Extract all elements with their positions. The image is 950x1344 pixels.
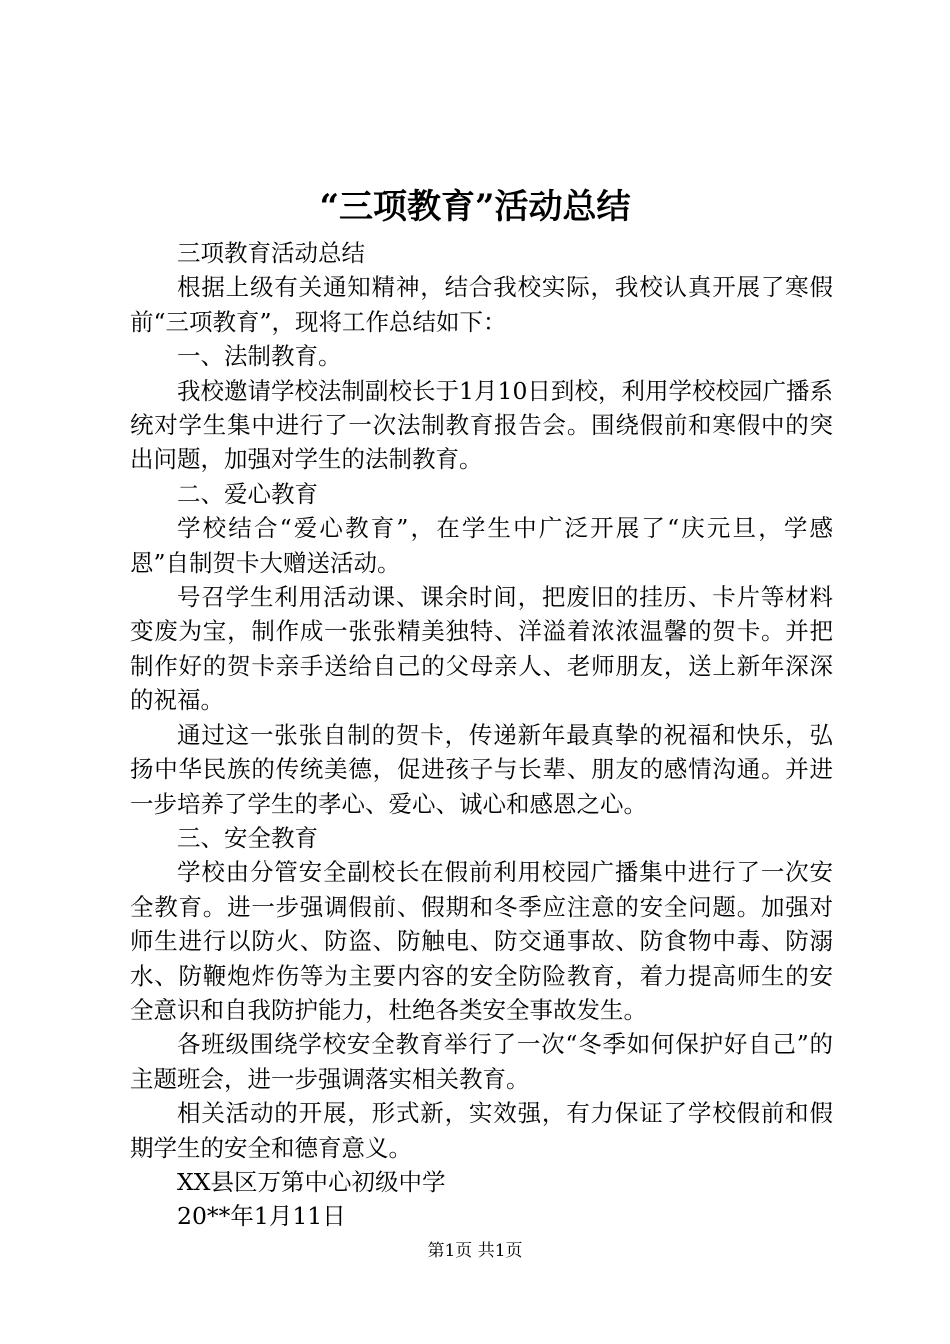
- paragraph-love-education-3: 通过这一张张自制的贺卡，传递新年最真挚的祝福和快乐，弘扬中华民族的传统美德，促进孩子与长辈、朋友的感情沟通。并进一步培养了学生的孝心、爱心、诚心和感恩之心。: [130, 720, 833, 818]
- paragraph-intro: 根据上级有关通知精神，结合我校实际，我校认真开展了寒假前“三项教育”，现将工作总结如下：: [130, 273, 833, 336]
- signature-school: XX县区万第中心初级中学: [177, 1167, 446, 1196]
- signature-date: 20**年1月11日: [177, 1202, 346, 1231]
- page-footer: 第1页 共1页: [427, 1241, 523, 1261]
- paragraph-love-education-2: 号召学生利用活动课、课余时间，把废旧的挂历、卡片等材料变废为宝，制作成一张张精美独特、洋溢着浓浓温馨的贺卡。并把制作好的贺卡亲手送给自己的父母亲人、老师朋友，送上新年深深的祝福。: [130, 583, 833, 715]
- paragraph-love-education-1: 学校结合“爱心教育”，在学生中广泛开展了“庆元旦，学感恩”自制贺卡大赠送活动。: [130, 514, 833, 577]
- section-heading-legal-education: 一、法制教育。: [177, 342, 342, 371]
- section-heading-safety-education: 三、安全教育: [177, 823, 318, 852]
- paragraph-conclusion: 相关活动的开展，形式新，实效强，有力保证了学校假前和假期学生的安全和德育意义。: [130, 1099, 833, 1162]
- paragraph-legal-education: 我校邀请学校法制副校长于1月10日到校，利用学校校园广播系统对学生集中进行了一次法制教育报告会。围绕假前和寒假中的突出问题，加强对学生的法制教育。: [130, 376, 833, 474]
- paragraph-safety-education-2: 各班级围绕学校安全教育举行了一次“冬季如何保护好自己”的主题班会，进一步强调落实相关教育。: [130, 1030, 833, 1093]
- section-heading-love-education: 二、爱心教育: [177, 479, 318, 508]
- document-body: [130, 236, 833, 1234]
- paragraph-safety-education-1: 学校由分管安全副校长在假前利用校园广播集中进行了一次安全教育。进一步强调假前、假期和冬季应注意的安全问题。加强对师生进行以防火、防盗、防触电、防交通事故、防食物中毒、防溺水、防鞭炮炸伤等为主要内容的安全防险教育，着力提高师生的安全意识和自我防护能力，杜绝各类安全事故发生。: [130, 858, 833, 1024]
- paragraph-subtitle: 三项教育活动总结: [177, 239, 365, 267]
- document-title: “三项教育”活动总结: [319, 187, 631, 227]
